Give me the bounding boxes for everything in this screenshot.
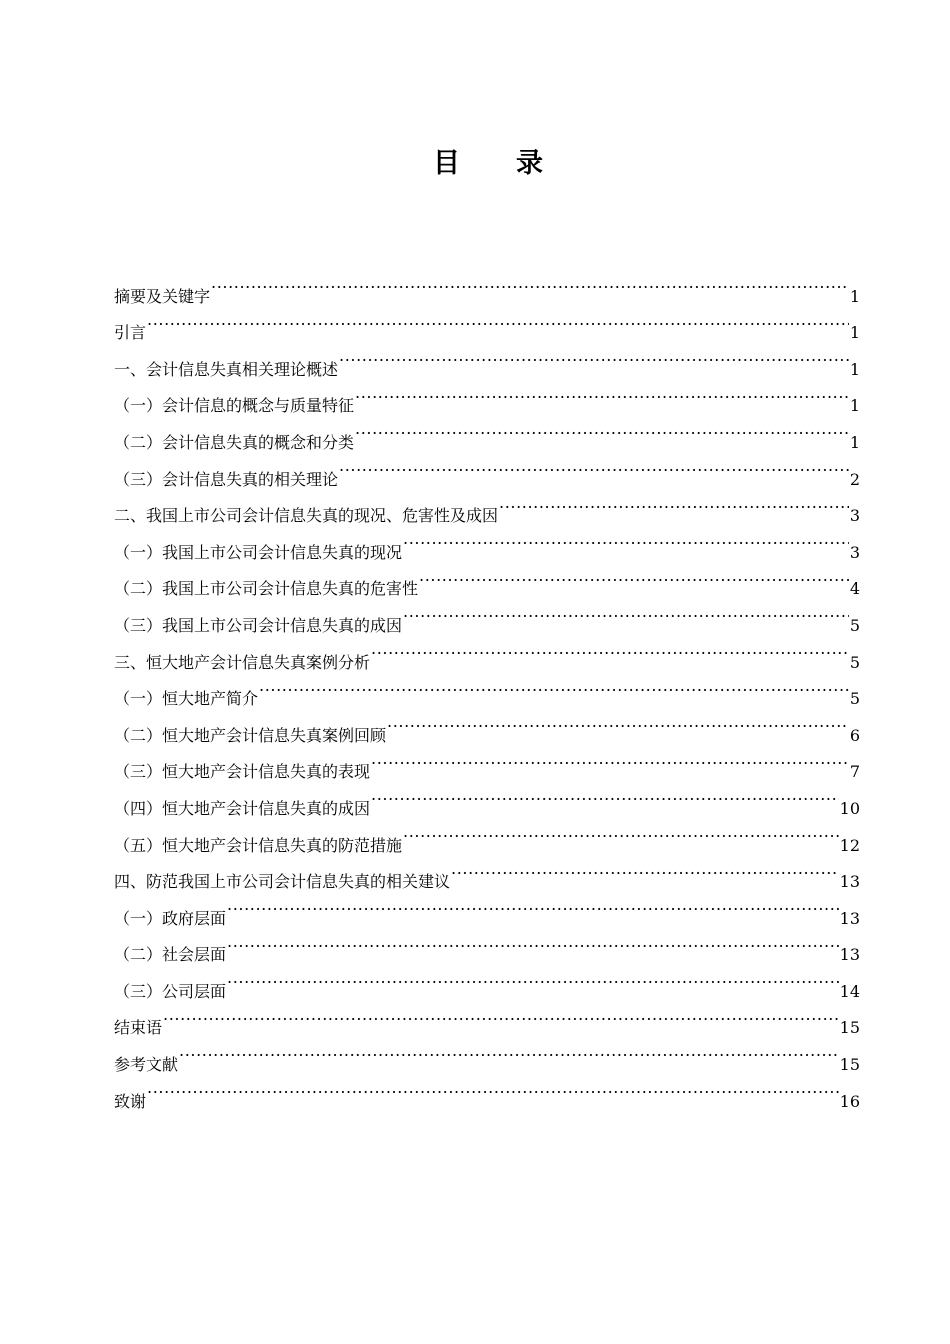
toc-entry-label: （三）公司层面: [114, 981, 227, 1001]
title-char-1: 目: [433, 148, 460, 179]
dot-leader: [403, 814, 839, 851]
toc-entry-page: 15: [839, 1018, 860, 1038]
toc-entry-label: （二）恒大地产会计信息失真案例回顾: [114, 725, 387, 745]
toc-entry-label: （二）会计信息失真的概念和分类: [114, 432, 355, 452]
toc-entry-page: 1: [849, 359, 860, 379]
toc-entry[interactable]: [114, 265, 860, 306]
dot-leader: [211, 265, 849, 302]
dot-leader: [387, 704, 849, 741]
dot-leader: [371, 741, 849, 778]
toc-entry-label: 参考文献: [114, 1055, 179, 1075]
toc-entry-page: 14: [839, 981, 860, 1001]
toc-entry-page: 10: [839, 798, 860, 818]
dot-leader: [403, 521, 849, 558]
toc-entry-page: 3: [849, 542, 860, 562]
toc-entry-page: 1: [849, 432, 860, 452]
toc-entry-page: 1: [849, 323, 860, 343]
page-title: [0, 144, 950, 184]
toc-entry-label: （二）我国上市公司会计信息失真的危害性: [114, 579, 419, 599]
dot-leader: [451, 851, 839, 888]
toc-entry-label: 一、会计信息失真相关理论概述: [114, 359, 339, 379]
dot-leader: [227, 887, 839, 924]
dot-leader: [227, 924, 839, 961]
toc-entry-label: （一）我国上市公司会计信息失真的现况: [114, 542, 403, 562]
toc-entry-label: （五）恒大地产会计信息失真的防范措施: [114, 835, 403, 855]
toc-entry-label: 结束语: [114, 1018, 163, 1038]
toc-entry[interactable]: [114, 302, 860, 343]
toc-entry-page: 1: [849, 286, 860, 306]
toc-entry-page: 16: [839, 1091, 860, 1111]
dot-leader: [403, 594, 849, 631]
toc-entry-page: 5: [849, 652, 860, 672]
toc-entry-label: 三、恒大地产会计信息失真案例分析: [114, 652, 371, 672]
toc-entry-page: 13: [839, 872, 860, 892]
toc-entry[interactable]: [114, 997, 860, 1038]
dot-leader: [147, 302, 849, 339]
dot-leader: [355, 411, 849, 448]
title-char-2: 录: [516, 148, 543, 179]
dot-leader: [179, 1033, 839, 1070]
toc-entry-label: （三）会计信息失真的相关理论: [114, 469, 339, 489]
dot-leader: [147, 1070, 839, 1107]
dot-leader: [371, 631, 849, 668]
dot-leader: [499, 485, 849, 522]
dot-leader: [339, 448, 849, 485]
toc-entry-label: （二）社会层面: [114, 945, 227, 965]
toc-entry[interactable]: [114, 1033, 860, 1075]
toc-entry-label: 二、我国上市公司会计信息失真的现况、危害性及成因: [114, 506, 499, 526]
dot-leader: [355, 375, 849, 412]
dot-leader: [419, 558, 849, 595]
toc-entry-page: 6: [849, 725, 860, 745]
toc-entry-label: （三）恒大地产会计信息失真的表现: [114, 762, 371, 782]
toc-entry-label: 四、防范我国上市公司会计信息失真的相关建议: [114, 872, 451, 892]
toc-entry-page: 5: [849, 615, 860, 635]
toc-entry-page: 12: [839, 835, 860, 855]
table-of-contents: [114, 265, 860, 1111]
toc-entry-page: 1: [849, 396, 860, 416]
dot-leader: [163, 997, 839, 1034]
toc-entry-page: 5: [849, 689, 860, 709]
toc-entry-page: 7: [849, 762, 860, 782]
toc-entry-label: 引言: [114, 323, 147, 343]
dot-leader: [227, 960, 839, 997]
toc-entry-label: 致谢: [114, 1091, 147, 1111]
toc-entry-label: （一）恒大地产简介: [114, 689, 259, 709]
toc-entry-page: 13: [839, 908, 860, 928]
toc-entry-label: （三）我国上市公司会计信息失真的成因: [114, 615, 403, 635]
toc-entry-page: 2: [849, 469, 860, 489]
toc-entry-page: 13: [839, 945, 860, 965]
toc-entry-label: （一）会计信息的概念与质量特征: [114, 396, 355, 416]
toc-entry-label: （一）政府层面: [114, 908, 227, 928]
dot-leader: [259, 668, 849, 705]
toc-entry-label: （四）恒大地产会计信息失真的成因: [114, 798, 371, 818]
dot-leader: [371, 777, 839, 814]
toc-entry-page: 15: [839, 1055, 860, 1075]
toc-entry[interactable]: [114, 338, 860, 379]
toc-entry-page: 4: [849, 579, 860, 599]
toc-entry-page: 3: [849, 506, 860, 526]
toc-entry[interactable]: [114, 1070, 860, 1111]
toc-entry-label: 摘要及关键字: [114, 286, 211, 306]
dot-leader: [339, 338, 849, 375]
